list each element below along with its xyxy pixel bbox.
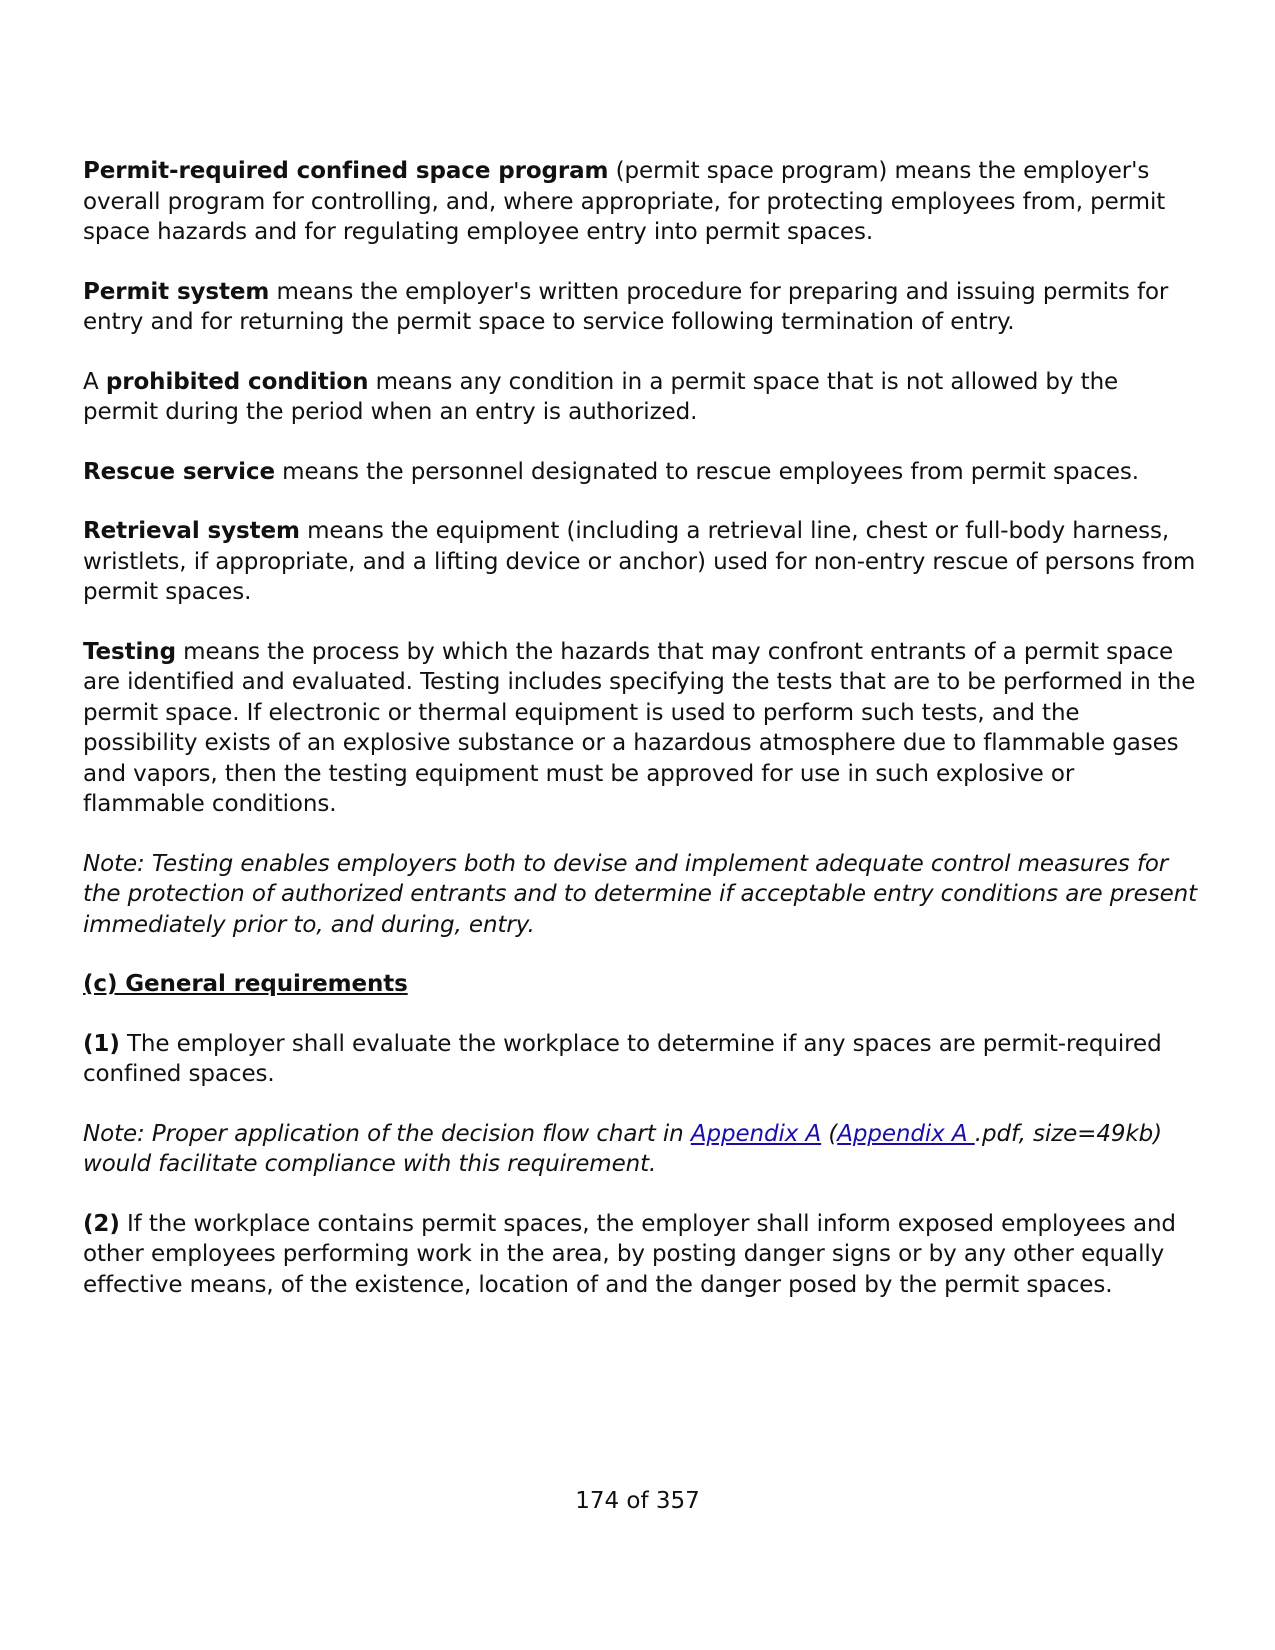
appendix-note xyxy=(83,1119,1198,1180)
requirement-text: The employer shall evaluate the workplace to determine if any spaces are permit-required confined spaces. xyxy=(83,1030,1162,1087)
requirement-number: (1) xyxy=(83,1030,120,1057)
definition-text: means the equipment (including a retrieval line, chest or full-body harness, wristlets, if appropriate, and a lifting device or anchor) used for non-entry rescue of persons from permit spaces. xyxy=(83,518,1196,605)
definition-testing xyxy=(83,637,1198,820)
definition-prohibited-condition xyxy=(83,367,1198,428)
definition-text: means the employer's written procedure for preparing and issuing permits for entry and for returning the permit space to service following termination of entry. xyxy=(83,278,1169,335)
requirement-text: If the workplace contains permit spaces, the employer shall inform exposed employees and other employees performing work in the area, by posting danger signs or by any other equally effective means, of the existence, location of and the danger posed by the permit spaces. xyxy=(83,1210,1176,1298)
definition-permit-space-program xyxy=(83,156,1198,248)
definition-permit-system xyxy=(83,277,1198,338)
definition-text: (permit space program) means the employer's overall program for controlling, and, where appropriate, for protecting employees from, permit space hazards and for regulating employee entry into permit spaces. xyxy=(83,158,1166,245)
definition-term: Retrieval system xyxy=(83,518,300,544)
definition-term: Testing xyxy=(83,638,176,665)
definition-term: Permit-required confined space program xyxy=(83,158,609,184)
definition-term: Permit system xyxy=(83,278,270,305)
requirement-1 xyxy=(83,1029,1198,1090)
testing-note: Note: Testing enables employers both to devise and implement adequate control measures for the protection of authorized entrants and to determine if acceptable entry conditions are present immediately prior to, and during, entry. xyxy=(83,850,1198,938)
definition-term: Rescue service xyxy=(83,458,275,485)
requirement-2 xyxy=(83,1209,1198,1301)
page-number: 174 of 357 xyxy=(575,1488,700,1514)
definition-text: means any condition in a permit space that is not allowed by the permit during the period when an entry is authorized. xyxy=(83,368,1119,425)
section-heading: (c) General requirements xyxy=(83,971,408,997)
definition-text: means the process by which the hazards that may confront entrants of a permit space are identified and evaluated. Testing includes specifying the tests that are to be performed in the permit space. If electronic or thermal equipment is used to perform such tests, and the possibility exists of an explosive substance or a hazardous atmosphere due to flammable gases and vapors, then the testing equipment must be approved for use in such explosive or flammable conditions. xyxy=(83,638,1196,817)
definition-retrieval-system xyxy=(83,516,1198,608)
appendix-a-pdf-link[interactable]: Appendix A xyxy=(837,1120,975,1147)
appendix-note-middle: ( xyxy=(821,1120,838,1147)
definition-term: prohibited condition xyxy=(105,368,369,395)
document-body xyxy=(83,156,1198,1329)
appendix-a-link[interactable]: Appendix A xyxy=(690,1120,822,1147)
requirement-number: (2) xyxy=(83,1210,120,1237)
definition-text: means the personnel designated to rescue employees from permit spaces. xyxy=(274,458,1140,485)
appendix-note-before: Note: Proper application of the decision flow chart in xyxy=(83,1120,691,1147)
definition-rescue-service xyxy=(83,457,1198,488)
appendix-note-after: .pdf, size=49kb) would facilitate compliance with this requirement. xyxy=(83,1120,1163,1177)
definition-prefix: A xyxy=(83,368,106,395)
